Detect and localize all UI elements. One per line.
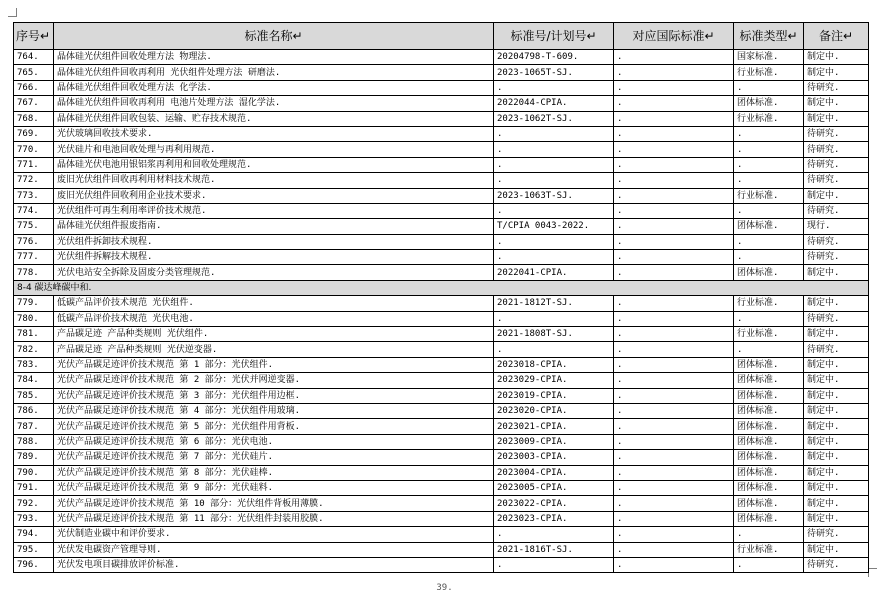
cell-standard-type: 团体标准.: [734, 265, 804, 280]
table-row: [14, 142, 869, 157]
cell-remarks: 制定中.: [804, 96, 869, 111]
cell-international-standard: .: [614, 126, 734, 141]
cell-standard-type: 团体标准.: [734, 357, 804, 372]
cell-standard-name: 晶体硅光伏电池用银铝浆再利用和回收处理规范.: [54, 157, 494, 172]
cell-standard-name: 晶体硅光伏组件回收处理方法 物理法.: [54, 50, 494, 65]
cell-serial: 785.: [14, 388, 54, 403]
cell-remarks: 待研究.: [804, 527, 869, 542]
cell-international-standard: .: [614, 511, 734, 526]
cell-remarks: 制定中.: [804, 542, 869, 557]
cell-international-standard: .: [614, 465, 734, 480]
cell-standard-type: 行业标准.: [734, 65, 804, 80]
table-row: [14, 234, 869, 249]
cell-standard-name: 光伏产品碳足迹评价技术规范 第 3 部分：光伏组件用边框.: [54, 388, 494, 403]
cell-standard-type: 团体标准.: [734, 373, 804, 388]
cell-serial: 764.: [14, 50, 54, 65]
cell-standard-name: 光伏产品碳足迹评价技术规范 第 1 部分：光伏组件.: [54, 357, 494, 372]
cell-standard-number: .: [494, 342, 614, 357]
cell-international-standard: .: [614, 173, 734, 188]
cell-standard-type: .: [734, 342, 804, 357]
cell-standard-name: 光伏产品碳足迹评价技术规范 第 8 部分：光伏硅棒.: [54, 465, 494, 480]
cell-standard-name: 光伏玻璃回收技术要求.: [54, 126, 494, 141]
standards-table: [13, 22, 869, 573]
cell-international-standard: .: [614, 419, 734, 434]
cell-standard-number: 2023018-CPIA.: [494, 357, 614, 372]
cell-serial: 783.: [14, 357, 54, 372]
cell-standard-name: 产品碳足迹 产品种类规则 光伏组件.: [54, 327, 494, 342]
section-row: [14, 280, 869, 295]
cell-standard-number: 2023004-CPIA.: [494, 465, 614, 480]
cell-serial: 794.: [14, 527, 54, 542]
table-row: [14, 342, 869, 357]
cell-international-standard: .: [614, 250, 734, 265]
cell-standard-number: 2023005-CPIA.: [494, 480, 614, 495]
cell-standard-number: 2023003-CPIA.: [494, 450, 614, 465]
cell-remarks: 待研究.: [804, 557, 869, 572]
table-row: [14, 265, 869, 280]
cell-standard-number: 2022041-CPIA.: [494, 265, 614, 280]
cell-standard-number: .: [494, 311, 614, 326]
cell-serial: 776.: [14, 234, 54, 249]
cell-standard-number: 2023020-CPIA.: [494, 403, 614, 418]
header-standard-number: 标准号/计划号↵: [494, 23, 614, 50]
cell-international-standard: .: [614, 327, 734, 342]
cell-serial: 790.: [14, 465, 54, 480]
cell-standard-number: 2023023-CPIA.: [494, 511, 614, 526]
cell-standard-type: 团体标准.: [734, 465, 804, 480]
table-row: [14, 434, 869, 449]
cell-standard-type: .: [734, 311, 804, 326]
cell-serial: 772.: [14, 173, 54, 188]
cell-remarks: 制定中.: [804, 65, 869, 80]
cell-serial: 787.: [14, 419, 54, 434]
cell-serial: 777.: [14, 250, 54, 265]
cell-international-standard: .: [614, 434, 734, 449]
table-row: [14, 327, 869, 342]
table-row: [14, 557, 869, 572]
table-row: [14, 65, 869, 80]
cell-standard-name: 光伏发电碳资产管理导则.: [54, 542, 494, 557]
cell-standard-number: .: [494, 173, 614, 188]
cell-international-standard: .: [614, 265, 734, 280]
page-number: 39.: [436, 583, 453, 593]
cell-remarks: 现行.: [804, 219, 869, 234]
cell-standard-name: 光伏产品碳足迹评价技术规范 第 2 部分：光伏并网逆变器.: [54, 373, 494, 388]
cell-standard-type: 行业标准.: [734, 188, 804, 203]
cell-international-standard: .: [614, 96, 734, 111]
cell-remarks: 待研究.: [804, 142, 869, 157]
cell-remarks: 待研究.: [804, 234, 869, 249]
cell-serial: 769.: [14, 126, 54, 141]
crop-mark-bottom-right: [868, 568, 877, 577]
cell-serial: 792.: [14, 496, 54, 511]
cell-standard-name: 晶体硅光伏组件回收包装、运输、贮存技术规范.: [54, 111, 494, 126]
table-row: [14, 511, 869, 526]
cell-remarks: 制定中.: [804, 296, 869, 311]
header-standard-type: 标准类型↵: [734, 23, 804, 50]
cell-serial: 766.: [14, 80, 54, 95]
cell-standard-number: T/CPIA 0043-2022.: [494, 219, 614, 234]
cell-remarks: 待研究.: [804, 311, 869, 326]
cell-remarks: 制定中.: [804, 434, 869, 449]
cell-remarks: 制定中.: [804, 111, 869, 126]
cell-standard-type: .: [734, 157, 804, 172]
cell-remarks: 待研究.: [804, 342, 869, 357]
table-row: [14, 126, 869, 141]
cell-standard-type: 团体标准.: [734, 511, 804, 526]
cell-standard-type: 团体标准.: [734, 450, 804, 465]
cell-international-standard: .: [614, 296, 734, 311]
cell-standard-name: 光伏硅片和电池回收处理与再利用规范.: [54, 142, 494, 157]
cell-standard-name: 低碳产品评价技术规范 光伏组件.: [54, 296, 494, 311]
cell-standard-name: 晶体硅光伏组件回收再利用 电池片处理方法 湿化学法.: [54, 96, 494, 111]
cell-standard-type: 团体标准.: [734, 480, 804, 495]
cell-international-standard: .: [614, 496, 734, 511]
cell-standard-name: 光伏产品碳足迹评价技术规范 第 4 部分：光伏组件用玻璃.: [54, 403, 494, 418]
cell-standard-name: 废旧光伏组件回收利用企业技术要求.: [54, 188, 494, 203]
cell-standard-type: .: [734, 126, 804, 141]
cell-serial: 767.: [14, 96, 54, 111]
cell-international-standard: .: [614, 203, 734, 218]
table-row: [14, 527, 869, 542]
cell-standard-number: 2023022-CPIA.: [494, 496, 614, 511]
cell-standard-name: 光伏产品碳足迹评价技术规范 第 6 部分：光伏电池.: [54, 434, 494, 449]
cell-international-standard: .: [614, 557, 734, 572]
cell-serial: 778.: [14, 265, 54, 280]
header-remarks: 备注↵: [804, 23, 869, 50]
table-row: [14, 50, 869, 65]
table-row: [14, 465, 869, 480]
cell-remarks: 制定中.: [804, 419, 869, 434]
cell-standard-name: 晶体硅光伏组件回收处理方法 化学法.: [54, 80, 494, 95]
crop-mark-top-left: [8, 8, 17, 17]
cell-standard-type: .: [734, 80, 804, 95]
cell-international-standard: .: [614, 188, 734, 203]
cell-standard-number: .: [494, 557, 614, 572]
cell-standard-number: 2021-1812T-SJ.: [494, 296, 614, 311]
cell-international-standard: .: [614, 142, 734, 157]
cell-standard-name: 废旧光伏组件回收再利用材料技术规范.: [54, 173, 494, 188]
table-row: [14, 357, 869, 372]
cell-remarks: 待研究.: [804, 173, 869, 188]
table-row: [14, 311, 869, 326]
table-body: [14, 50, 869, 573]
cell-standard-name: 光伏组件可再生利用率评价技术规范.: [54, 203, 494, 218]
cell-standard-type: 团体标准.: [734, 219, 804, 234]
cell-remarks: 待研究.: [804, 250, 869, 265]
cell-standard-name: 光伏电站安全拆除及固废分类管理规范.: [54, 265, 494, 280]
cell-remarks: 制定中.: [804, 480, 869, 495]
cell-standard-number: 2021-1816T-SJ.: [494, 542, 614, 557]
cell-standard-number: .: [494, 527, 614, 542]
cell-serial: 795.: [14, 542, 54, 557]
table-row: [14, 80, 869, 95]
cell-standard-type: 行业标准.: [734, 111, 804, 126]
cell-remarks: 制定中.: [804, 265, 869, 280]
cell-standard-type: 国家标准.: [734, 50, 804, 65]
cell-standard-type: 团体标准.: [734, 403, 804, 418]
header-international-standard: 对应国际标准↵: [614, 23, 734, 50]
cell-serial: 779.: [14, 296, 54, 311]
cell-standard-type: .: [734, 142, 804, 157]
cell-international-standard: .: [614, 50, 734, 65]
cell-remarks: 制定中.: [804, 327, 869, 342]
cell-remarks: 制定中.: [804, 188, 869, 203]
cell-standard-type: .: [734, 173, 804, 188]
cell-serial: 768.: [14, 111, 54, 126]
cell-standard-name: 光伏发电项目碳排放评价标准.: [54, 557, 494, 572]
cell-standard-number: .: [494, 80, 614, 95]
cell-serial: 781.: [14, 327, 54, 342]
cell-standard-number: .: [494, 203, 614, 218]
cell-serial: 786.: [14, 403, 54, 418]
cell-remarks: 制定中.: [804, 450, 869, 465]
cell-standard-number: 20204798-T-609.: [494, 50, 614, 65]
cell-standard-number: 2021-1808T-SJ.: [494, 327, 614, 342]
cell-standard-number: 2023021-CPIA.: [494, 419, 614, 434]
cell-international-standard: .: [614, 480, 734, 495]
cell-international-standard: .: [614, 527, 734, 542]
cell-remarks: 制定中.: [804, 357, 869, 372]
cell-standard-type: 团体标准.: [734, 388, 804, 403]
cell-standard-type: .: [734, 557, 804, 572]
cell-standard-type: 团体标准.: [734, 419, 804, 434]
cell-international-standard: .: [614, 234, 734, 249]
cell-standard-type: 团体标准.: [734, 434, 804, 449]
cell-remarks: 制定中.: [804, 373, 869, 388]
cell-standard-number: .: [494, 126, 614, 141]
table-row: [14, 480, 869, 495]
cell-remarks: 制定中.: [804, 465, 869, 480]
cell-standard-type: 行业标准.: [734, 542, 804, 557]
cell-serial: 788.: [14, 434, 54, 449]
cell-standard-number: 2023029-CPIA.: [494, 373, 614, 388]
cell-remarks: 制定中.: [804, 403, 869, 418]
cell-remarks: 制定中.: [804, 50, 869, 65]
cell-standard-number: 2023-1065T-SJ.: [494, 65, 614, 80]
cell-standard-number: .: [494, 234, 614, 249]
cell-standard-type: 行业标准.: [734, 296, 804, 311]
section-title: 8-4 碳达峰碳中和.: [14, 280, 869, 295]
table-row: [14, 188, 869, 203]
cell-standard-name: 晶体硅光伏组件报废指南.: [54, 219, 494, 234]
cell-international-standard: .: [614, 80, 734, 95]
cell-serial: 791.: [14, 480, 54, 495]
cell-standard-number: 2022044-CPIA.: [494, 96, 614, 111]
cell-serial: 775.: [14, 219, 54, 234]
header-standard-name: 标准名称↵: [54, 23, 494, 50]
table-row: [14, 96, 869, 111]
cell-remarks: 待研究.: [804, 80, 869, 95]
table-row: [14, 403, 869, 418]
cell-standard-name: 光伏产品碳足迹评价技术规范 第 11 部分：光伏组件封装用胶膜.: [54, 511, 494, 526]
cell-standard-number: 2023-1062T-SJ.: [494, 111, 614, 126]
cell-serial: 789.: [14, 450, 54, 465]
cell-remarks: 制定中.: [804, 388, 869, 403]
cell-standard-name: 光伏组件拆卸技术规程.: [54, 234, 494, 249]
cell-international-standard: .: [614, 388, 734, 403]
cell-standard-type: .: [734, 203, 804, 218]
cell-standard-type: 团体标准.: [734, 496, 804, 511]
table-header-row: [14, 23, 869, 50]
cell-standard-name: 光伏产品碳足迹评价技术规范 第 7 部分：光伏硅片.: [54, 450, 494, 465]
header-serial: 序号↵: [14, 23, 54, 50]
table-row: [14, 496, 869, 511]
cell-standard-name: 晶体硅光伏组件回收再利用 光伏组件处理方法 研磨法.: [54, 65, 494, 80]
cell-international-standard: .: [614, 403, 734, 418]
cell-standard-number: 2023009-CPIA.: [494, 434, 614, 449]
table-row: [14, 542, 869, 557]
cell-standard-name: 光伏产品碳足迹评价技术规范 第 9 部分：光伏硅料.: [54, 480, 494, 495]
cell-remarks: 待研究.: [804, 126, 869, 141]
cell-standard-number: .: [494, 142, 614, 157]
cell-international-standard: .: [614, 311, 734, 326]
table-row: [14, 250, 869, 265]
cell-remarks: 待研究.: [804, 203, 869, 218]
cell-serial: 782.: [14, 342, 54, 357]
table-row: [14, 373, 869, 388]
table-row: [14, 419, 869, 434]
cell-standard-name: 低碳产品评价技术规范 光伏电池.: [54, 311, 494, 326]
table-row: [14, 203, 869, 218]
table-row: [14, 296, 869, 311]
cell-standard-name: 光伏制造业碳中和评价要求.: [54, 527, 494, 542]
cell-standard-number: .: [494, 157, 614, 172]
table-row: [14, 388, 869, 403]
cell-serial: 784.: [14, 373, 54, 388]
cell-standard-type: .: [734, 234, 804, 249]
cell-international-standard: .: [614, 111, 734, 126]
table-row: [14, 111, 869, 126]
cell-serial: 771.: [14, 157, 54, 172]
cell-standard-number: 2023019-CPIA.: [494, 388, 614, 403]
cell-international-standard: .: [614, 65, 734, 80]
cell-international-standard: .: [614, 373, 734, 388]
cell-serial: 770.: [14, 142, 54, 157]
cell-remarks: 制定中.: [804, 511, 869, 526]
cell-international-standard: .: [614, 450, 734, 465]
cell-standard-name: 光伏组件拆解技术规程.: [54, 250, 494, 265]
cell-international-standard: .: [614, 219, 734, 234]
cell-serial: 765.: [14, 65, 54, 80]
table-row: [14, 450, 869, 465]
cell-standard-number: 2023-1063T-SJ.: [494, 188, 614, 203]
cell-international-standard: .: [614, 357, 734, 372]
table-row: [14, 173, 869, 188]
table-row: [14, 219, 869, 234]
cell-serial: 773.: [14, 188, 54, 203]
cell-standard-type: 团体标准.: [734, 96, 804, 111]
cell-standard-type: .: [734, 250, 804, 265]
cell-standard-name: 产品碳足迹 产品种类规则 光伏逆变器.: [54, 342, 494, 357]
cell-serial: 780.: [14, 311, 54, 326]
cell-international-standard: .: [614, 342, 734, 357]
cell-serial: 774.: [14, 203, 54, 218]
cell-standard-type: .: [734, 527, 804, 542]
cell-remarks: 待研究.: [804, 157, 869, 172]
cell-standard-number: .: [494, 250, 614, 265]
cell-serial: 793.: [14, 511, 54, 526]
cell-serial: 796.: [14, 557, 54, 572]
cell-standard-name: 光伏产品碳足迹评价技术规范 第 10 部分：光伏组件背板用薄膜.: [54, 496, 494, 511]
cell-remarks: 制定中.: [804, 496, 869, 511]
table-row: [14, 157, 869, 172]
cell-international-standard: .: [614, 157, 734, 172]
cell-international-standard: .: [614, 542, 734, 557]
cell-standard-name: 光伏产品碳足迹评价技术规范 第 5 部分：光伏组件用背板.: [54, 419, 494, 434]
cell-standard-type: 行业标准.: [734, 327, 804, 342]
